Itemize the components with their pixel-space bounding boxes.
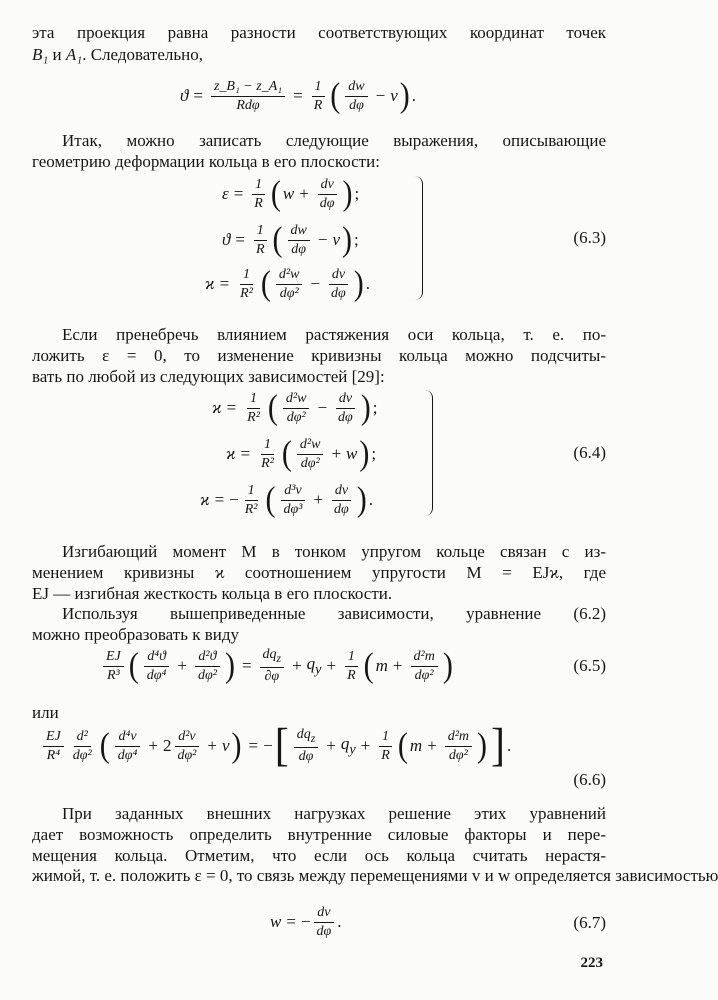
eq-6-6: EJ R⁴ d² dφ² ( d⁴v dφ⁴ + 2 d²v dφ² + v ) = − [ $dq_z$ dφ + $q_y$ + $\frac{1}{R}$ ( m + $\frac{\text{d²m}}{\text{dφ²}}$ ) ] .	[40, 722, 511, 770]
text-line-16-b: и w определяется зависимостью	[480, 866, 718, 885]
text-or: или	[32, 703, 59, 722]
brace-6-3	[412, 176, 423, 300]
text-line-6: ложить ε = 0, то изменение кривизны кольца можно подсчиты-	[32, 346, 606, 365]
text-line-2-rest: . Следовательно,	[82, 45, 203, 64]
theta-formula: ϑ = z_B₁ − z_A₁ Rdφ = $\frac{1}{R}$ ( dw dφ − v ) .	[180, 76, 417, 115]
eq-number-6-3: (6.3)	[573, 228, 606, 247]
theta-denominator: Rdφ	[236, 97, 260, 113]
text-line-3: Итак, можно записать следующие выражения, описывающие	[62, 131, 606, 150]
text-line-1: эта проекция равна разности соответствующих координат точек	[32, 23, 606, 42]
text-line-7: вать по любой из следующих зависимостей [29]:	[32, 367, 385, 386]
text-line-5: Если пренебречь влиянием растяжения оси кольца, т. е. по-	[62, 325, 606, 344]
brace-6-4	[422, 390, 433, 516]
text-line-12: можно преобразовать к виду	[32, 625, 240, 644]
theta-fraction	[211, 79, 285, 114]
eq-6-4-a: ϰ = $\frac{1}{\text{R²}}$ ( d²w dφ² − $\frac{dv}{d\varphi}$ ) ;	[212, 388, 378, 427]
text-line-11: Используя вышеприведенные зависимости, уравнение (6.2)	[62, 604, 606, 623]
text-line-14: дает возможность определить внутренние силовые факторы и пере-	[32, 825, 606, 844]
eq-number-6-4: (6.4)	[573, 443, 606, 462]
point-a1: A₁	[65, 45, 83, 64]
text-line-2	[32, 44, 606, 65]
text-line-16	[32, 865, 718, 886]
text-line-4: геометрию деформации кольца в его плоскости:	[32, 152, 380, 171]
eq-6-7: w = − $\frac{dv}{d\varphi}$ .	[270, 904, 342, 939]
text-line-16-a: жимой, т. е. положить ε = 0, то связь между перемещениями v	[32, 866, 481, 885]
text-line-2-and: и	[52, 45, 66, 64]
eq-6-4-c: ϰ = − $\frac{1}{\text{R²}}$ ( d³v dφ³ + $\frac{dv}{d\varphi}$ ) .	[200, 480, 374, 519]
text-line-9: менением кривизны ϰ соотношением упругости M = EJϰ, где	[32, 563, 606, 582]
eq-number-6-5: (6.5)	[573, 656, 606, 675]
theta-numerator: z_B₁ − z_A₁	[211, 79, 285, 97]
eq-6-5: EJ R³ ( d⁴ϑ dφ⁴ + $\frac{\text{d²ϑ}}{\text{dφ²}}$ ) = $dq_z$ ∂φ + $q_y$ + $\frac{1}{R}$ ( m + $\frac{\text{d²m}}{\text{dφ²}}$ )	[100, 644, 455, 688]
eq-6-3-epsilon: ε = $\frac{1}{R}$ ( w + $\frac{dv}{d\varphi}$ ) ;	[222, 174, 360, 213]
eq-number-6-7: (6.7)	[573, 913, 606, 932]
text-line-10: EJ — изгибная жесткость кольца в его плоскости.	[32, 584, 393, 603]
eq-6-4-b: ϰ = $\frac{1}{\text{R²}}$ ( d²w dφ² + w ) ;	[226, 434, 377, 473]
eq-6-3-kappa: ϰ = $\frac{1}{\text{R²}}$ ( d²w dφ² − $\frac{dv}{d\varphi}$ ) .	[205, 264, 371, 303]
text-line-15: мещения кольца. Отметим, что если ось кольца считать нерастя-	[32, 846, 606, 865]
text-line-13: При заданных внешних нагрузках решение этих уравнений	[62, 804, 606, 823]
page-number: 223	[580, 955, 603, 971]
eq-number-6-6: (6.6)	[573, 770, 606, 789]
theta-lhs: ϑ	[180, 86, 189, 105]
eq-6-3-theta: ϑ = $\frac{1}{R}$ ( dw dφ − v ) ;	[222, 220, 359, 259]
point-b1: B₁	[32, 45, 49, 64]
text-line-8: Изгибающий момент M в тонком упругом кольце связан с из-	[62, 542, 606, 561]
